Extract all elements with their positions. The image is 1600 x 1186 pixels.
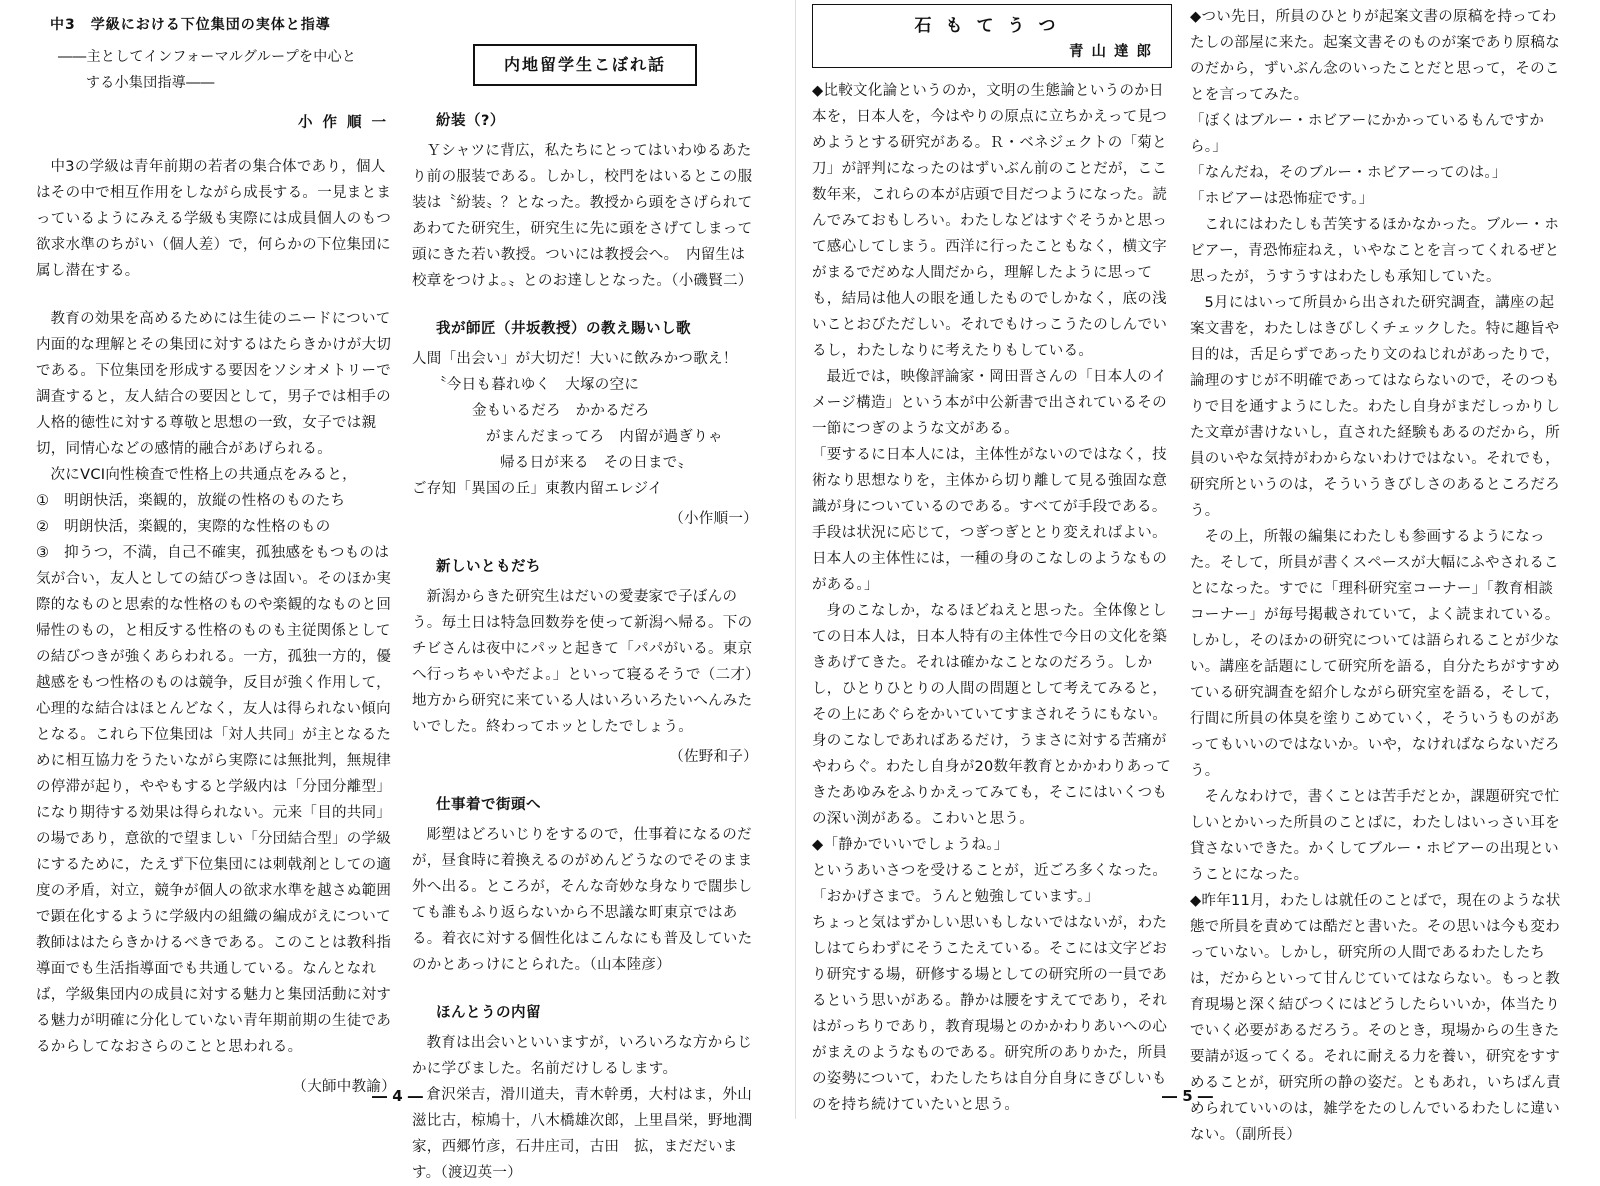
- paragraph: 中3の学級は青年前期の若者の集合体であり，個人はその中で相互作用をしながら成長する。一見まとまっているようにみえる学級も実際には成員個人のもつ欲求水準のちがい（個人差）で，何らかの下位集団に属し潜在する。: [36, 159, 392, 279]
- personality-list: [36, 488, 396, 1060]
- verse-line: ご存知「異国の丘」東教内留エレジイ: [412, 481, 663, 497]
- page-gutter: [795, 0, 796, 1119]
- quote: 「要するに日本人には，主体性がないのではなく，技術なり思想なりを，主体から切り離して見る強固な意識が身についているのである。すべてが手段である。手段は状況に応じて，つぎつぎととり変えればよい。日本人の主体性には，一種の身のこなしのようなものがある。」: [812, 447, 1168, 593]
- section-heading: 紛装（?）: [436, 113, 505, 129]
- article-title-box: [812, 4, 1172, 68]
- article-ishi-mote-utsu-col1: [812, 4, 1172, 1118]
- article-byline: （大師中教諭）: [292, 1079, 396, 1095]
- section-heading: 我が師匠（井坂教授）の教え賜いし歌: [436, 321, 691, 337]
- article-title: 中3 学級における下位集団の実体と指導: [50, 17, 331, 33]
- paragraph: 5月にはいって所員から出された研究調査，講座の起案文書を，わたしはきびしくチェックした。特に趣旨や目的は，舌足らずであったり文のねじれがあったりで，論理のすじが不明確であってはならないので，そのつもりで目を通すようにした。わたし自身がまだしっかりした文章が書けないし，直された経験もあるのだから，所員のいやな気持がわからないわけではない。それでも，研究所というのは，そういうきびしさのあるところだろう。: [1190, 295, 1560, 519]
- section-heading: ほんとうの内留: [436, 1005, 541, 1021]
- box-title: 内地留学生こぼれ話: [473, 44, 697, 86]
- paragraph: ちょっと気はずかしい思いもしないではないが，わたしはてらわずにそうこたえている。そこには文字どおり研究する場，研修する場としての研究所の一員であるという思いがある。静かは腰をすえてであり，それはがっちりであり，教育現場とのかかわりあいへの心がまえのようなものである。研究所のありかた，所員の姿勢について，わたしたちは自分自身にきびしいものを持ち続けていたいと思う。: [812, 915, 1168, 1113]
- section-text: Ｙシャツに背広，私たちにとってはいわゆるあたり前の服装である。しかし，校門をはいるとこの服装は〝紛装〟？となった。教授から頭をさげられてあわてた研究生，研究生に先に頭をさげてしまって頭にきた若い教授。ついには教授会へ。 内留生は校章をつけよ。〟とのお達しとなった。（小磯賢二）: [412, 143, 753, 289]
- article-lower-group-guidance: [36, 14, 396, 1100]
- paragraph: これにはわたしも苦笑するほかなかった。ブルー・ホビアー，青恐怖症ねえ，いやなことを言ってくれるぜと思ったが，うすうすはわたしも承知していた。: [1190, 217, 1560, 285]
- article-title: 石もてうつ: [914, 16, 1070, 36]
- section-heading: 新しいともだち: [436, 559, 541, 575]
- article-author: 青山達郎: [1069, 44, 1159, 60]
- verse-line: がまんだまってろ 内留が過ぎりゃ: [486, 429, 723, 445]
- page-number: ― 5 ―: [1162, 1087, 1213, 1105]
- page-5: [800, 0, 1600, 1143]
- paragraph: というあいさつを受けることが，近ごろ多くなった。「おかげさまで。うんと勉強しています。」: [812, 863, 1168, 905]
- article-subtitle-line1: ――主としてインフォーマルグループを中心と: [58, 49, 357, 65]
- article-author: 小作順一: [298, 115, 396, 131]
- dialogue-line: 「ぼくはブルー・ホビアーにかかっているもんですから。」: [1190, 113, 1545, 155]
- article-subtitle-line2: する小集団指導――: [86, 75, 215, 91]
- section-heading: 仕事着で街頭へ: [436, 797, 541, 813]
- verse-line: 金もいるだろ かかるだろ: [472, 403, 650, 419]
- paragraph: 最近では，映像評論家・岡田晋さんの「日本人のイメージ構造」という本が中公新書で出されているその一節につぎのような文がある。: [812, 369, 1167, 437]
- section-text: 教育は出会いといいますが，いろいろな方からじかに学びました。名前だけしるします。: [412, 1035, 753, 1077]
- paragraph: 教育の効果を高めるためには生徒のニードについて内面的な理解とその集団に対するはたらきかけが大切である。下位集団を形成する要因をソシオメトリーで調査すると，友人結合の要因として，男子では相手の人格的徳性に対する尊敬と思想の一致，女子では親切，同情心などの感情的融合があげられる。: [36, 311, 392, 457]
- verse-line: 帰る日が来る その日まで〟: [500, 455, 693, 471]
- section-text: 彫塑はどろいじりをするので，仕事着になるのだが，昼食時に着換えるのがめんどうなのでそのまま外へ出る。ところが，そんな奇妙な身なりで闊歩しても誰もふり返らないから不思議な町東京ではある。着衣に対する個性化はこんなにも普及していたのかとあっけにとられた。（山本陸彦）: [412, 827, 753, 973]
- section-byline: （小作順一）: [669, 511, 758, 527]
- section-byline: （佐野和子）: [669, 749, 758, 765]
- list-item: ③ 抑うつ，不満，自己不確実，孤独感をもつものは気が合い，友人としての結びつきは固い。そのほか実際的なものと思索的な性格のものや楽観的なものと回帰性のもの，と相反する性格のものも主従関係としての結びつきが強くあらわれる。一方，孤独一方的，優越感をもつ性格のものは競争，反目が強く作用して，心理的な結合はほとんどなく，友人は得られない傾向となる。これら下位集団は「対人共同」が主となるために相互協力をうたいながら実際には無批判，無規律の停滞が起り，ややもすると学級内は「分団分離型」になり期待する効果は得られない。元来「目的共同」の場であり，意欲的で望ましい「分団結合型」の学級にするために，たえず下位集団には刺戟剤としての適度の矛盾，対立，競争が個人の欲求水準を越さぬ範囲で顕在化するように学級内の組織の編成がえについて教師ははたらきかけるべきである。このことは教科指導面でも生活指導面でも共通している。なんとなれば，学級集団内の成員に対する魅力と集団活動に対する魅力が明確に分化していない青年期前期の生徒であるからしてなおさらのことと思われる。: [36, 545, 392, 1055]
- paragraph: ◆「静かでいいでしょうね。」: [812, 837, 1009, 853]
- page-number: ― 4 ―: [372, 1087, 423, 1105]
- paragraph: その上，所報の編集にわたしも参画するようになった。そして，所員が書くスペースが大幅にふやされることになった。すでに「理科研究室コーナー」「教育相談コーナー」が毎号掲載されていて，よく読まれている。しかし，そのほかの研究については語られることが少ない。講座を話題にして研究所を語る，自分たちがすすめている研究調査を紹介しながら研究室を語る，そして，行間に所員の体臭を塗りこめていく，そういうものがあってもいいのではないか。いや，なければならないだろう。: [1190, 529, 1561, 779]
- paragraph: 身のこなしか，なるほどねえと思った。全体像としての日本人は，日本人特有の主体性で今日の文化を築きあげてきた。それは確かなことなのだろう。しかし，ひとりひとりの人間の問題として考えてみると，その上にあぐらをかいていてすまされそうにもない。身のこなしであればあるだけ，うまさに対する苦痛がやわらぐ。わたし自身が20数年教育とかかわりあってきたあゆみをふりかえってみても，そこにはいくつもの深い渕がある。こわいと思う。: [812, 603, 1172, 827]
- verse-line: 〝今日も暮れゆく 大塚の空に: [432, 377, 640, 393]
- paragraph: そんなわけで，書くことは苦手だとか，課題研究で忙しいとかいった所員のことばに，わたしはいっさい耳を貸さないできた。かくしてブルー・ホビアーの出現ということになった。: [1190, 789, 1560, 883]
- paragraph: 次にVCI向性検査で性格上の共通点をみると，: [50, 467, 357, 483]
- article-ishi-mote-utsu-col2: [1190, 4, 1562, 1148]
- section-names: 倉沢栄吉，滑川道夫，青木幹勇，大村はま，外山滋比古，椋鳩十，八木橋雄次郎，上里昌栄，野地潤家，西郷竹彦，石井庄司，古田 拡，まだだいます。（渡辺英一）: [412, 1087, 753, 1181]
- article-study-abroad-stories: [412, 14, 758, 1186]
- page-4: [0, 0, 790, 1181]
- dialogue-line: 「なんだね，そのブルー・ホビアーってのは。」: [1190, 165, 1507, 181]
- section-text: 新潟からきた研究生はだいの愛妻家で子ぼんのう。毎土日は特急回数券を使って新潟へ帰る。下のチビさんは夜中にパッと起きて「パパがいる。東京へ行っちゃいやだよ。」といって寝るそうで（二才）地方から研究に来ている人はいろいろたいへんみたいでした。終わってホッとしたでしょう。: [412, 589, 753, 735]
- paragraph: ◆つい先日，所員のひとりが起案文書の原稿を持ってわたしの部屋に来た。起案文書そのものが案であり原稿なのだから，ずいぶん念のいったことだと思って，そのことを言ってみた。: [1190, 9, 1560, 103]
- list-item: ② 明朗快活，楽観的，実際的な性格のもの: [36, 519, 331, 535]
- paragraph: ◆昨年11月，わたしは就任のことばで，現在のような状態で所員を責めては酷だと書いた。その思いは今も変わっていない。しかし，研究所の人間であるわたしたちは，だからといって甘んじていてはならない。もっと教育現場と深く結びつくにはどうしたらいいか，体当たりでいく必要があるだろう。そのとき，現場からの生きた要請が返ってくる。それに耐える力を養い，研究をすすめることが，研究所の静の姿だ。ともあれ，いちばん責められていいのは，雑学をたのしんでいるわたしに違いない。（副所長）: [1190, 893, 1561, 1143]
- paragraph: ◆比較文化論というのか，文明の生態論というのか日本を，日本人を，今はやりの原点に立ちかえって見つめようとする研究がある。Ｒ・ベネジェクトの「菊と刀」が評判になったのはずいぶん前のことだが，ここ数年来，これらの本が店頭で目だつようになった。読んでみておもしろい。わたしなどはすぐそうかと思って感心してしまう。西洋に行ったこともなく，横文字がまるでだめな人間だから，理解したように思っても，結局は他人の眼を通したものでしかなく，底の浅いことおびただしい。それでもけっこうたのしんでいるし，わたしなりに考えたりもしている。: [812, 83, 1168, 359]
- list-item: ① 明朗快活，楽観的，放縦の性格のものたち: [36, 493, 346, 509]
- dialogue-line: 「ホビアーは恐怖症です。」: [1190, 191, 1374, 207]
- verse-line: 人間「出会い」が大切だ！大いに飲みかつ歌え！: [412, 351, 738, 367]
